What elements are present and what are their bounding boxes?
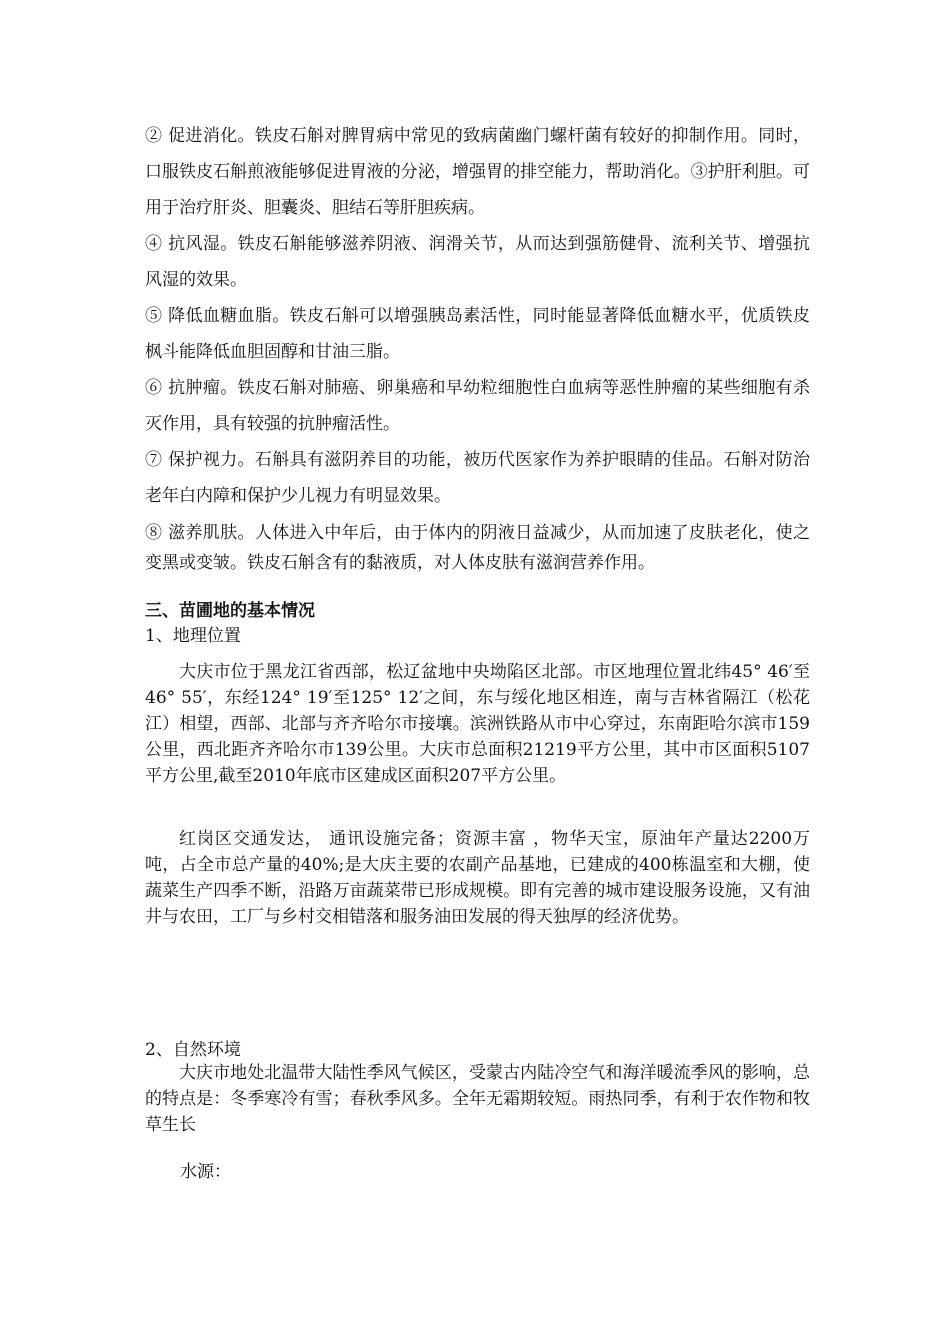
benefit-item: ⑦ 保护视力。石斛具有滋阴养目的功能，被历代医家作为养护眼睛的佳品。石斛对防治老年白内障和保护少儿视力有明显效果。 (145, 450, 810, 506)
benefit-item: ⑤ 降低血糖血脂。铁皮石斛可以增强胰岛素活性，同时能显著降低血糖水平，优质铁皮枫斗能降低血胆固醇和甘油三脂。 (145, 306, 810, 362)
geo-heading: 1、地理位置 (145, 626, 241, 646)
benefit-item: ⑧ 滋养肌肤。人体进入中年后，由于体内的阴液日益减少，从而加速了皮肤老化，使之变黑或变皱。铁皮石斛含有的黏液质，对人体皮肤有滋润营养作用。 (145, 523, 810, 573)
nature-heading: 2、自然环境 (145, 1040, 241, 1060)
section-title: 三、苗圃地的基本情况 (145, 601, 315, 621)
benefit-item: ② 促进消化。铁皮石斛对脾胃病中常见的致病菌幽门螺杆菌有较好的抑制作用。同时，口服铁皮石斛煎液能够促进胃液的分泌，增强胃的排空能力，帮助消化。③护肝利胆。可用于治疗肝炎、胆囊炎、胆结石等肝胆疾病。 (145, 126, 810, 218)
climate-paragraph: 大庆市地处北温带大陆性季风气候区，受蒙古内陆冷空气和海洋暖流季风的影响，总的特点是：冬季寒冷有雪；春秋季风多。全年无霜期较短。雨热同季，有利于农作物和牧草生长 (145, 1063, 810, 1135)
benefit-item: ④ 抗风湿。铁皮石斛能够滋养阴液、润滑关节，从而达到强筋健骨、流利关节、增强抗风湿的效果。 (145, 234, 810, 290)
geo-paragraph: 大庆市位于黑龙江省西部，松辽盆地中央坳陷区北部。市区地理位置北纬45° 46′至46° 55′，东经124° 19′至125° 12′之间，东与绥化地区相连，南与吉林省隔江（松花江）相望，西部、北部与齐齐哈尔市接壤。滨洲铁路从市中心穿过，东南距哈尔滨市159公里，西北距齐齐哈尔市139公里。大庆市总面积21219平方公里，其中市区面积5107平方公里,截至2010年底市区建成区面积207平方公里。 (145, 662, 810, 786)
benefits-list (145, 118, 810, 578)
benefit-item: ⑥ 抗肿瘤。铁皮石斛对肺癌、卵巢癌和早幼粒细胞性白血病等恶性肿瘤的某些细胞有杀灭作用，具有较强的抗肿瘤活性。 (145, 378, 810, 434)
economy-paragraph: 红岗区交通发达， 通讯设施完备；资源丰富 ，物华天宝，原油年产量达2200万吨，占全市总产量的40%;是大庆主要的农副产品基地，已建成的400栋温室和大棚，使蔬菜生产四季不断，沿路万亩蔬菜带已形成规模。即有完善的城市建设服务设施，又有油井与农田，工厂与乡村交相错落和服务油田发展的得天独厚的经济优势。 (145, 829, 810, 927)
water-label: 水源： (180, 1162, 231, 1182)
